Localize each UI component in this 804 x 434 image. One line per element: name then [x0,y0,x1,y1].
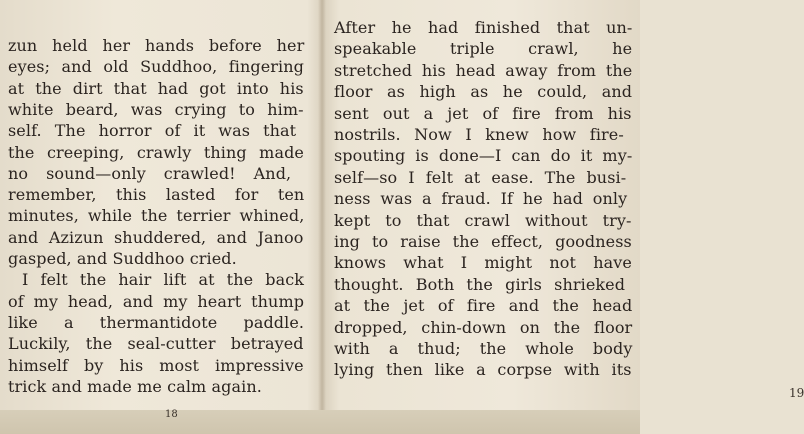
text-line: gasped, and Suddhoo cried. [8,249,237,268]
text-line: After he had finished that un- [334,18,633,37]
right-page-number: 19 [789,386,804,400]
text-line: sent out a jet of fire from his [334,103,632,123]
right-page [326,0,804,410]
text-line: thought. Both the girls shrieked [334,274,626,294]
text-line: speakable triple crawl, he [334,39,633,59]
text-line: self—so I felt at ease. The busi- [334,167,627,187]
book-gutter [318,0,326,434]
text-line: no sound—only crawled! And, [8,163,292,183]
text-line: himself by his most impressive [8,355,304,375]
text-line: at the jet of fire and the head [334,296,633,316]
text-line: with a thud; the whole body [334,339,633,358]
left-page [0,0,318,420]
text-line: and Azizun shuddered, and Janoo [8,227,304,247]
left-page-number: 18 [165,409,178,420]
text-line: white beard, was crying to him- [8,99,304,119]
text-line: trick and made me calm again. [8,376,262,396]
text-line: nostrils. Now I knew how fire- [334,125,624,144]
text-line: stretched his head away from the [334,60,633,80]
text-line: I felt the hair lift at the back [22,270,305,290]
text-line: minutes, while the terrier whined, [8,206,305,226]
text-line: lying then like a corpse with its [334,360,632,380]
text-line: of my head, and my heart thump [8,291,305,311]
text-line: zun held her hands before her [8,36,305,55]
text-line: like a thermantidote paddle. [8,312,305,332]
text-line: kept to that crawl without try- [334,210,632,230]
text-line: remember, this lasted for ten [8,185,305,205]
text-line: spouting is done—I can do it my- [334,146,633,166]
text-line: Luckily, the seal-cutter betrayed [8,334,304,354]
page-bottom-edge [0,410,640,434]
text-line: knows what I might not have [334,253,632,273]
text-line: ness was a fraud. If he had only [334,189,628,209]
text-line: the creeping, crawly thing made [8,142,305,162]
text-line: eyes; and old Suddhoo, fingering [8,57,304,77]
text-line: floor as high as he could, and [334,82,633,102]
text-line: dropped, chin-down on the floor [334,317,633,337]
text-line: self. The horror of it was that [8,121,297,141]
text-line: ing to raise the effect, goodness [334,232,632,251]
text-line: at the dirt that had got into his [8,78,304,98]
